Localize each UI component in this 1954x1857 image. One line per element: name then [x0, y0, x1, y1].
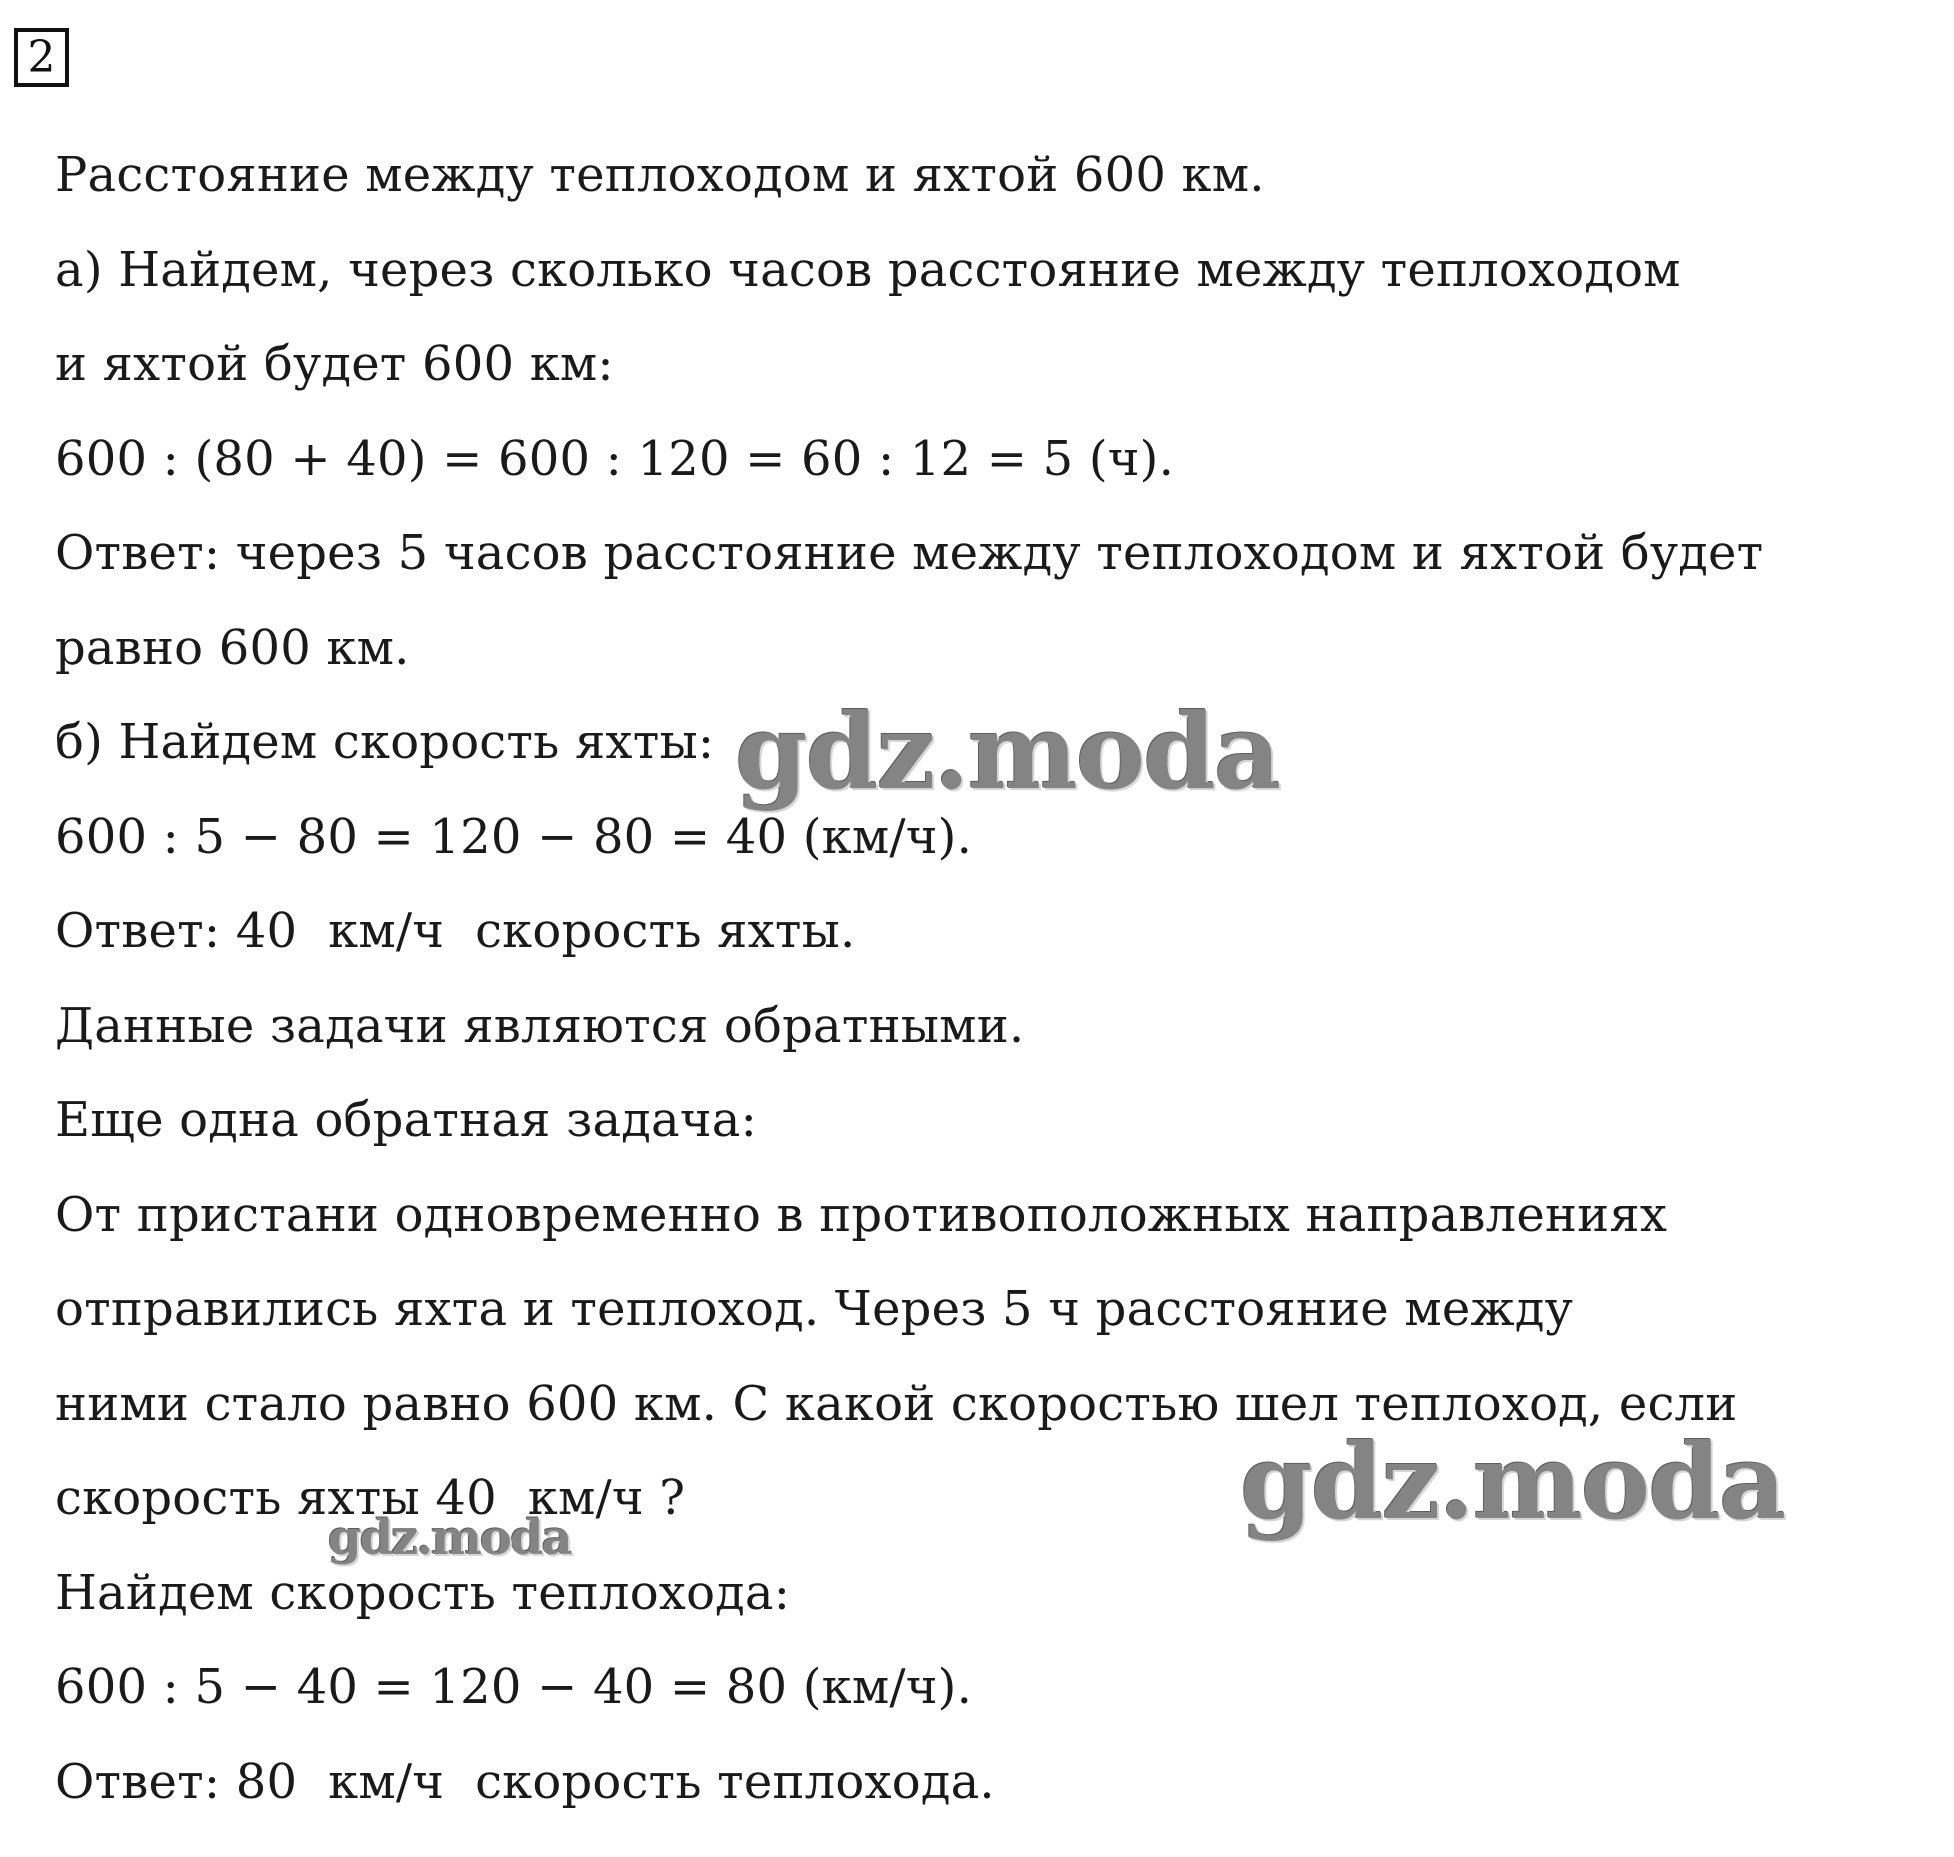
- text-line: равно 600 км.: [55, 619, 410, 676]
- problem-line: отправились яхта и теплоход. Через 5 ч расстояние между: [55, 1281, 1574, 1337]
- text-line: Расстояние между теплоходом и яхтой 600 км.: [55, 147, 1265, 203]
- formula-line: 600 : (80 + 40) = 600 : 120 = 60 : 12 = 5 (ч).: [55, 430, 1175, 487]
- watermark: gdz.moda: [1240, 1420, 1785, 1543]
- text-line: а) Найдем, через сколько часов расстояние между теплоходом: [55, 241, 1681, 298]
- task-number-box: 2: [14, 28, 69, 87]
- solution-text: [55, 140, 1935, 1841]
- watermark: gdz.moda: [328, 1510, 571, 1566]
- answer-line: Ответ: через 5 часов расстояние между теплоходом и яхтой будет: [55, 525, 1764, 581]
- answer-line: Ответ: 80 км/ч скорость теплохода.: [55, 1753, 995, 1810]
- answer-line: Ответ: 40 км/ч скорость яхты.: [55, 903, 856, 959]
- problem-line: От пристани одновременно в противоположных направлениях: [55, 1186, 1668, 1243]
- problem-line: ними стало равно 600 км. С какой скоростью шел теплоход, если: [55, 1375, 1738, 1432]
- text-line: Еще одна обратная задача:: [55, 1092, 757, 1148]
- formula-line: 600 : 5 − 80 = 120 − 80 = 40 (км/ч).: [55, 808, 973, 865]
- problem-line: скорость яхты 40 км/ч ?: [55, 1470, 686, 1526]
- formula-line: 600 : 5 − 40 = 120 − 40 = 80 (км/ч).: [55, 1659, 973, 1715]
- text-line: Найдем скорость теплохода:: [55, 1564, 791, 1621]
- text-line: и яхтой будет 600 км:: [55, 336, 614, 392]
- watermark: gdz.moda: [735, 690, 1280, 813]
- text-line: б) Найдем скорость яхты:: [55, 714, 715, 770]
- text-line: Данные задачи являются обратными.: [55, 997, 1025, 1054]
